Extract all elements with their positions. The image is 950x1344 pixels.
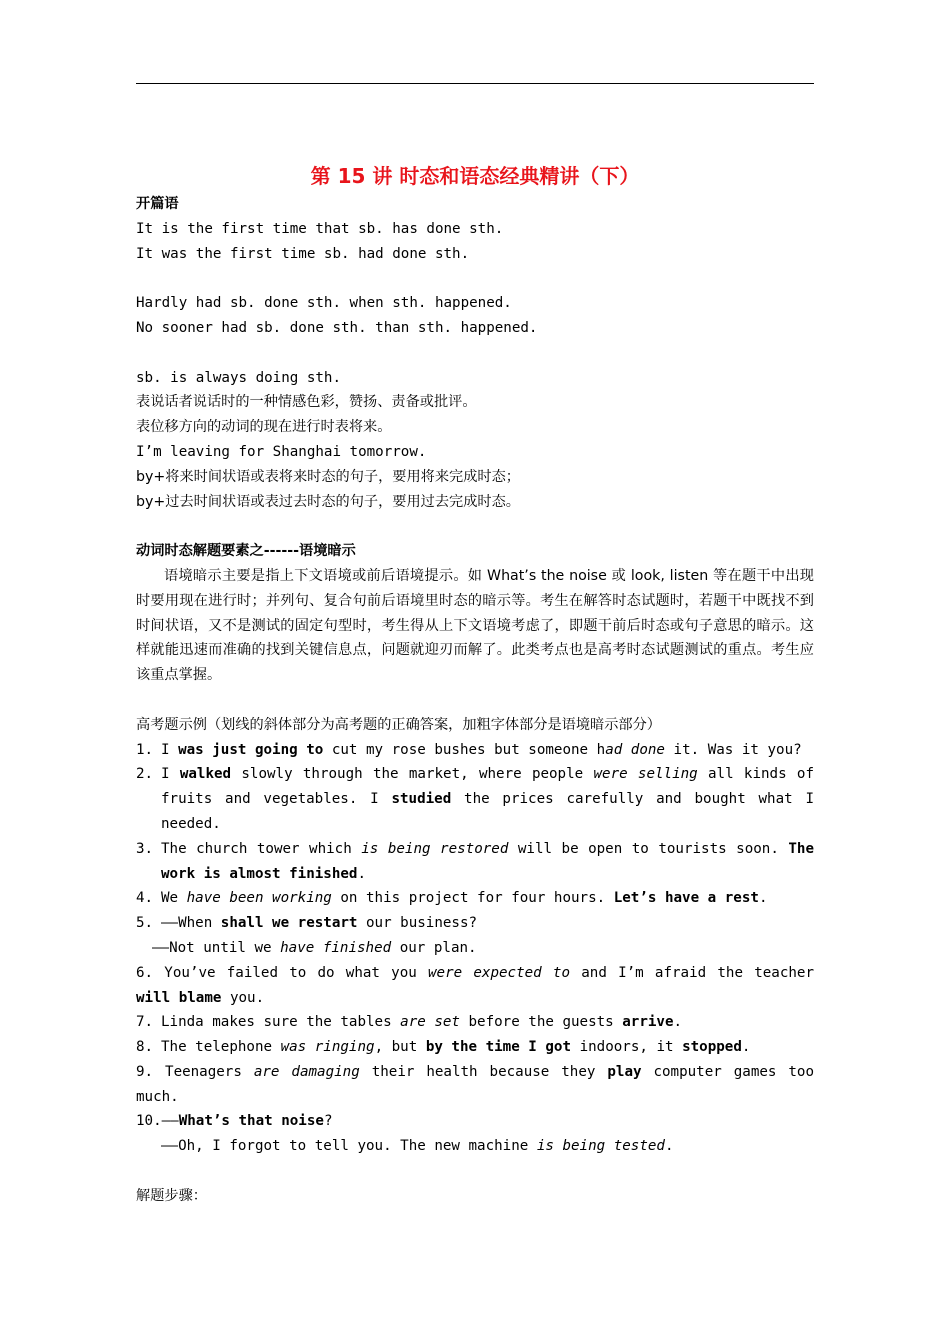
example-text: The church tower which is being restored will be open to tourists soon. The work is almost finished.	[161, 840, 814, 882]
intro-line: I’m leaving for Shanghai tomorrow.	[136, 443, 427, 460]
example-continuation: ——Not until we have finished our plan.	[152, 939, 477, 956]
example-number: 8.	[136, 1039, 154, 1056]
intro-heading: 开篇语	[136, 196, 179, 212]
intro-line: by+过去时间状语或表过去时态的句子，要用过去完成时态。	[136, 493, 520, 510]
example-item: 6. You’ve failed to do what you were expected to and I’m afraid the teacher will blame you.	[136, 964, 814, 1006]
example-text: ——When shall we restart our business?	[161, 915, 478, 932]
steps-heading: 解题步骤：	[136, 1187, 207, 1204]
example-item	[136, 1010, 814, 1035]
document-body	[136, 192, 814, 1209]
intro-line: No sooner had sb. done sth. than sth. happened.	[136, 319, 538, 336]
example-number: 3.	[136, 840, 154, 857]
page-title: 第 15 讲 时态和语态经典精讲（下）	[310, 164, 640, 188]
example-text: The telephone was ringing, but by the time I got indoors, it stopped.	[161, 1039, 751, 1056]
example-text: We have been working on this project for four hours. Let’s have a rest.	[161, 890, 768, 907]
example-text: I was just going to cut my rose bushes but someone had done it. Was it you?	[161, 741, 802, 758]
example-text: Linda makes sure the tables are set before the guests arrive.	[161, 1014, 683, 1031]
example-number: 4.	[136, 890, 154, 907]
example-text: I walked slowly through the market, where people were selling all kinds of fruits and vegetables. I studied the prices carefully and bought what I needed.	[161, 766, 814, 832]
example-item	[136, 762, 814, 836]
example-item	[136, 1109, 814, 1134]
example-number: 5.	[136, 915, 154, 932]
example-item	[136, 911, 814, 936]
section-heading: 动词时态解题要素之------语境暗示	[136, 543, 356, 560]
example-item	[136, 1035, 814, 1060]
example-item	[136, 738, 814, 763]
example-number: 1.	[136, 741, 154, 758]
example-text: ——What’s that noise?	[161, 1113, 333, 1130]
intro-line: 表说话者说话时的一种情感色彩，赞扬、责备或批评。	[136, 394, 477, 411]
examples-intro: 高考题示例（划线的斜体部分为高考题的正确答案，加粗字体部分是语境暗示部分）	[136, 716, 661, 733]
intro-line: It is the first time that sb. has done sth.	[136, 220, 504, 237]
section-paragraph: 语境暗示主要是指上下文语境或前后语境提示。如 What’s the noise 或 look, listen 等在题干中出现时要用现在进行时；并列句、复合句前后语境里时态的暗示等。考生在解答时态试题时，若题干中既找不到时间状语，又不是测试的固定句型时，考生得从上下文语境考虑了，即题干前后时态或句子意思的暗示。这样就能迅速而准确的找到关键信息点，问题就迎刃而解了。此类考点也是高考时态试题测试的重点。考生应该重点掌握。	[136, 567, 814, 684]
intro-line: sb. is always doing sth.	[136, 369, 341, 386]
example-number: 2.	[136, 766, 154, 783]
example-number: 10.	[136, 1113, 162, 1130]
intro-line: 表位移方向的动词的现在进行时表将来。	[136, 419, 392, 436]
header-rule	[136, 83, 814, 84]
intro-line: Hardly had sb. done sth. when sth. happened.	[136, 295, 512, 312]
example-item	[136, 837, 814, 887]
intro-line: It was the first time sb. had done sth.	[136, 245, 470, 262]
intro-line: by+将来时间状语或表将来时态的句子，要用将来完成时态；	[136, 468, 520, 485]
example-number: 7.	[136, 1014, 154, 1031]
example-continuation: ——Oh, I forgot to tell you. The new machine is being tested.	[161, 1138, 674, 1155]
example-item: 9. Teenagers are damaging their health because they play computer games too much.	[136, 1063, 815, 1105]
example-item	[136, 886, 814, 911]
